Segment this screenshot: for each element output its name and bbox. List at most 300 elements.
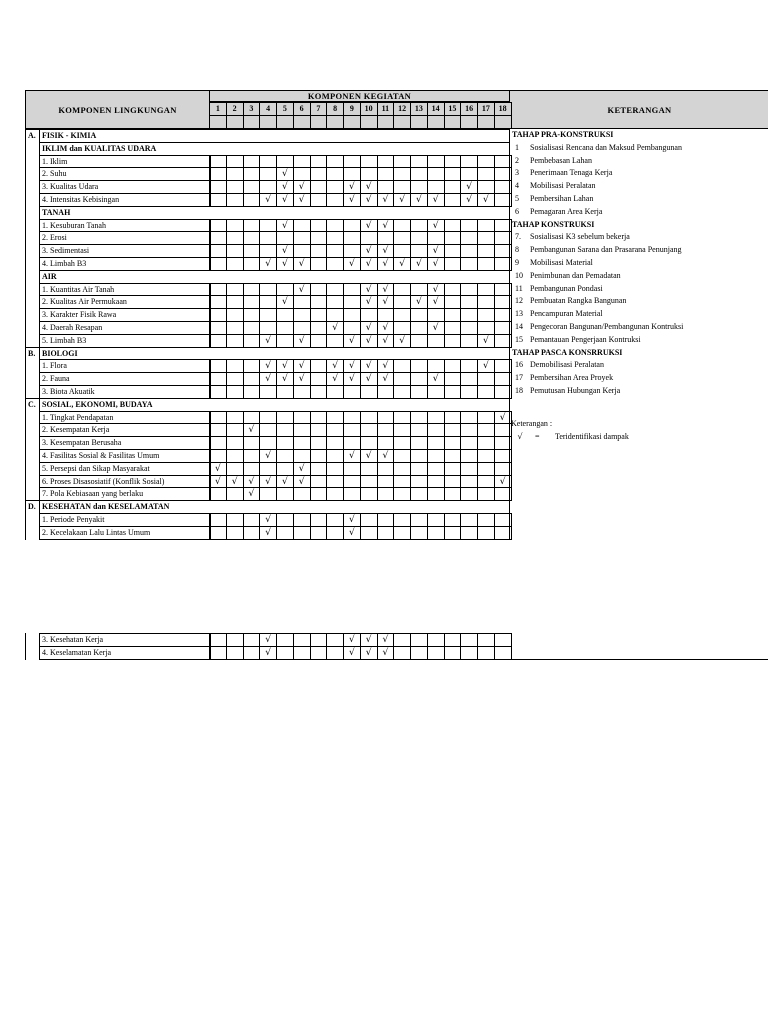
check-cell <box>460 462 478 476</box>
check-cell <box>293 219 311 233</box>
check-mark: √ <box>259 257 277 271</box>
check-cell <box>209 526 227 540</box>
activity-name: Pemantauan Pengerjaan Kontruksi <box>530 334 641 344</box>
check-cell <box>410 244 428 258</box>
row-code <box>25 321 40 335</box>
activity-number-spacer <box>410 115 428 129</box>
check-cell <box>293 167 311 181</box>
check-cell <box>444 462 462 476</box>
check-cell <box>460 359 478 373</box>
activity-number-2: 2 <box>226 102 244 116</box>
check-cell <box>209 167 227 181</box>
check-cell <box>393 462 411 476</box>
check-mark: √ <box>243 487 261 501</box>
check-cell <box>209 449 227 463</box>
check-cell <box>226 372 244 386</box>
row-label: 3. Karakter Fisik Rawa <box>39 308 211 322</box>
activity-name: Pembangunan Pondasi <box>530 283 603 293</box>
activity-number-6: 6 <box>293 102 311 116</box>
check-cell <box>427 646 445 660</box>
check-mark: √ <box>427 257 445 271</box>
check-cell <box>477 449 495 463</box>
check-mark: √ <box>360 193 378 207</box>
check-cell <box>477 487 495 501</box>
activity-number-18: 18 <box>494 102 512 116</box>
check-cell <box>377 423 395 437</box>
check-cell <box>343 295 361 309</box>
check-cell <box>427 436 445 450</box>
check-cell <box>427 385 445 399</box>
activity-name: Pembangunan Sarana dan Prasarana Penunjang <box>530 245 682 255</box>
check-cell <box>410 231 428 245</box>
check-cell <box>243 321 261 335</box>
check-cell <box>393 475 411 489</box>
table-border <box>509 659 768 660</box>
check-cell <box>393 180 411 194</box>
row-code <box>25 155 40 169</box>
check-cell <box>444 633 462 647</box>
check-cell <box>226 283 244 297</box>
check-cell <box>460 334 478 348</box>
check-cell <box>343 283 361 297</box>
check-mark: √ <box>377 193 395 207</box>
check-mark: √ <box>343 359 361 373</box>
check-cell <box>377 487 395 501</box>
check-mark: √ <box>410 193 428 207</box>
check-cell <box>243 436 261 450</box>
check-cell <box>460 308 478 322</box>
check-mark: √ <box>477 193 495 207</box>
check-cell <box>259 167 277 181</box>
check-cell <box>460 155 478 169</box>
check-cell <box>393 449 411 463</box>
check-cell <box>360 526 378 540</box>
check-cell <box>377 436 395 450</box>
check-cell <box>243 372 261 386</box>
legend-title: Keterangan : <box>511 419 553 429</box>
check-cell <box>243 257 261 271</box>
check-mark: √ <box>276 219 294 233</box>
check-mark: √ <box>209 475 227 489</box>
row-label: 2. Kualitas Air Permukaan <box>39 295 211 309</box>
check-cell <box>310 436 328 450</box>
check-cell <box>460 385 478 399</box>
check-cell <box>326 487 344 501</box>
check-cell <box>226 449 244 463</box>
check-cell <box>343 475 361 489</box>
check-cell <box>259 411 277 425</box>
check-cell <box>326 436 344 450</box>
row-code <box>25 487 40 501</box>
check-mark: √ <box>259 526 277 540</box>
header-komponen-kegiatan-label: KOMPONEN KEGIATAN <box>307 91 412 101</box>
check-cell <box>259 231 277 245</box>
check-mark: √ <box>259 193 277 207</box>
check-cell <box>326 513 344 527</box>
check-mark: √ <box>427 372 445 386</box>
check-cell <box>410 646 428 660</box>
check-cell <box>226 385 244 399</box>
check-cell <box>393 167 411 181</box>
check-cell <box>410 633 428 647</box>
row-code <box>25 193 40 207</box>
check-cell <box>209 487 227 501</box>
row-code <box>25 142 40 156</box>
check-cell <box>293 231 311 245</box>
check-mark: √ <box>360 334 378 348</box>
activity-number-spacer <box>444 115 462 129</box>
activity-number: 2 <box>515 155 519 165</box>
activity-number-9: 9 <box>343 102 361 116</box>
row-code <box>25 526 40 540</box>
check-cell <box>410 180 428 194</box>
row-label: 5. Limbah B3 <box>39 334 211 348</box>
activity-number-spacer <box>494 115 512 129</box>
check-cell <box>393 231 411 245</box>
check-cell <box>243 167 261 181</box>
check-cell <box>377 526 395 540</box>
row-code <box>25 244 40 258</box>
check-cell <box>310 257 328 271</box>
check-mark: √ <box>360 646 378 660</box>
check-cell <box>410 155 428 169</box>
check-cell <box>393 526 411 540</box>
check-cell <box>477 155 495 169</box>
check-cell <box>444 155 462 169</box>
check-mark: √ <box>360 244 378 258</box>
activity-number: 4 <box>515 181 519 191</box>
check-cell <box>360 385 378 399</box>
check-cell <box>243 155 261 169</box>
check-cell <box>410 372 428 386</box>
check-cell <box>444 423 462 437</box>
check-cell <box>444 487 462 501</box>
check-cell <box>444 385 462 399</box>
check-cell <box>293 423 311 437</box>
check-cell <box>427 167 445 181</box>
check-mark: √ <box>360 283 378 297</box>
check-cell <box>209 436 227 450</box>
activity-number: 9 <box>515 258 519 267</box>
check-cell <box>477 372 495 386</box>
check-cell <box>477 295 495 309</box>
check-cell <box>477 462 495 476</box>
activity-name: Pembuatan Rangka Bangunan <box>530 296 627 306</box>
check-cell <box>427 411 445 425</box>
check-cell <box>326 283 344 297</box>
check-mark: √ <box>494 475 512 489</box>
check-cell <box>226 193 244 207</box>
check-mark: √ <box>477 334 495 348</box>
check-cell <box>276 411 294 425</box>
check-cell <box>427 180 445 194</box>
check-cell <box>226 180 244 194</box>
check-cell <box>343 167 361 181</box>
check-cell <box>209 308 227 322</box>
activity-name: Pembebasan Lahan <box>530 155 592 165</box>
check-cell <box>477 180 495 194</box>
check-mark: √ <box>343 449 361 463</box>
check-cell <box>444 219 462 233</box>
activity-number-spacer <box>209 115 227 129</box>
check-cell <box>444 436 462 450</box>
check-cell <box>477 244 495 258</box>
check-cell <box>410 449 428 463</box>
check-cell <box>444 231 462 245</box>
check-mark: √ <box>326 372 344 386</box>
check-cell <box>293 155 311 169</box>
row-code <box>25 167 40 181</box>
row-label: 3. Kesempatan Berusaha <box>39 436 211 450</box>
check-mark: √ <box>343 513 361 527</box>
check-cell <box>276 321 294 335</box>
activity-number: 14 <box>515 322 523 331</box>
check-cell <box>293 436 311 450</box>
check-cell <box>226 257 244 271</box>
check-cell <box>293 308 311 322</box>
check-cell <box>444 526 462 540</box>
check-cell <box>460 231 478 245</box>
check-cell <box>243 219 261 233</box>
check-cell <box>444 283 462 297</box>
check-cell <box>243 449 261 463</box>
check-cell <box>460 257 478 271</box>
check-cell <box>310 475 328 489</box>
row-code <box>25 334 40 348</box>
activity-number: 11 <box>515 283 523 293</box>
activity-number: 5 <box>515 194 519 203</box>
check-cell <box>460 321 478 335</box>
check-cell <box>310 646 328 660</box>
check-cell <box>226 411 244 425</box>
check-cell <box>393 385 411 399</box>
check-cell <box>310 487 328 501</box>
check-cell <box>209 155 227 169</box>
check-mark: √ <box>377 295 395 309</box>
check-cell <box>326 231 344 245</box>
check-cell <box>259 283 277 297</box>
check-cell <box>293 295 311 309</box>
row-label: 3. Biota Akuatik <box>39 385 211 399</box>
check-cell <box>444 321 462 335</box>
check-cell <box>343 321 361 335</box>
check-cell <box>393 436 411 450</box>
check-mark: √ <box>276 180 294 194</box>
row-label: 2. Fauna <box>39 372 211 386</box>
check-mark: √ <box>360 257 378 271</box>
check-cell <box>360 231 378 245</box>
check-cell <box>360 411 378 425</box>
check-cell <box>410 475 428 489</box>
check-cell <box>276 633 294 647</box>
check-mark: √ <box>427 193 445 207</box>
check-cell <box>226 231 244 245</box>
activity-name: Mobilisasi Material <box>530 258 593 267</box>
check-mark: √ <box>360 372 378 386</box>
activity-number-spacer <box>343 115 361 129</box>
check-cell <box>326 385 344 399</box>
check-cell <box>460 526 478 540</box>
check-mark: √ <box>410 295 428 309</box>
row-label: AIR <box>39 270 510 284</box>
check-cell <box>226 436 244 450</box>
check-cell <box>427 513 445 527</box>
check-cell <box>243 334 261 348</box>
activity-name: Sosialisasi K3 sebelum bekerja <box>530 232 630 242</box>
check-cell <box>343 411 361 425</box>
check-cell <box>226 155 244 169</box>
check-cell <box>310 167 328 181</box>
check-mark: √ <box>259 359 277 373</box>
check-mark: √ <box>243 423 261 437</box>
table-border <box>509 129 510 540</box>
row-label: 1. Flora <box>39 359 211 373</box>
check-cell <box>460 449 478 463</box>
check-cell <box>276 646 294 660</box>
check-cell <box>477 167 495 181</box>
activity-name: Pemutusan Hubungan Kerja <box>530 386 621 395</box>
activity-number-8: 8 <box>326 102 344 116</box>
check-cell <box>243 244 261 258</box>
check-cell <box>226 244 244 258</box>
check-cell <box>410 334 428 348</box>
activity-name: Pengecoran Bangunan/Pembangunan Kontruksi <box>530 322 684 331</box>
row-code <box>25 219 40 233</box>
check-cell <box>477 513 495 527</box>
check-cell <box>243 526 261 540</box>
row-label: 5. Persepsi dan Sikap Masyarakat <box>39 462 211 476</box>
check-cell <box>477 633 495 647</box>
row-label: 1. Tingkat Pendapatan <box>39 411 211 425</box>
check-cell <box>293 449 311 463</box>
check-cell <box>293 385 311 399</box>
check-cell <box>310 180 328 194</box>
row-code <box>25 270 40 284</box>
check-mark: √ <box>377 244 395 258</box>
check-cell <box>477 257 495 271</box>
activity-name: Mobilisasi Peralatan <box>530 181 596 191</box>
activity-number: 16 <box>515 360 523 370</box>
check-mark: √ <box>427 244 445 258</box>
check-cell <box>343 155 361 169</box>
activity-number: 13 <box>515 309 523 319</box>
row-code <box>25 295 40 309</box>
check-cell <box>444 359 462 373</box>
activity-number-16: 16 <box>460 102 478 116</box>
check-cell <box>276 385 294 399</box>
check-cell <box>326 411 344 425</box>
check-cell <box>293 513 311 527</box>
check-cell <box>427 334 445 348</box>
activity-number-spacer <box>326 115 344 129</box>
check-cell <box>209 180 227 194</box>
check-cell <box>209 423 227 437</box>
row-code <box>25 283 40 297</box>
check-cell <box>226 308 244 322</box>
check-cell <box>326 646 344 660</box>
check-cell <box>326 244 344 258</box>
check-cell <box>444 334 462 348</box>
check-cell <box>310 231 328 245</box>
check-mark: √ <box>360 180 378 194</box>
activity-number-17: 17 <box>477 102 495 116</box>
row-code <box>25 513 40 527</box>
check-mark: √ <box>360 321 378 335</box>
check-cell <box>343 436 361 450</box>
check-cell <box>377 462 395 476</box>
check-cell <box>377 180 395 194</box>
check-mark: √ <box>343 257 361 271</box>
row-label: IKLIM dan KUALITAS UDARA <box>39 142 510 156</box>
check-cell <box>226 487 244 501</box>
check-cell <box>360 423 378 437</box>
check-cell <box>310 321 328 335</box>
row-label: 4. Keselamatan Kerja <box>39 646 211 660</box>
row-label: 2. Kecelakaan Lalu Lintas Umum <box>39 526 211 540</box>
check-cell <box>460 487 478 501</box>
check-cell <box>410 526 428 540</box>
check-cell <box>360 155 378 169</box>
check-cell <box>393 513 411 527</box>
check-cell <box>410 283 428 297</box>
check-cell <box>209 257 227 271</box>
phase-heading: TAHAP PRA-KONSTRUKSI <box>512 130 614 139</box>
check-mark: √ <box>377 359 395 373</box>
check-cell <box>477 219 495 233</box>
check-cell <box>326 462 344 476</box>
check-cell <box>460 244 478 258</box>
check-mark: √ <box>343 646 361 660</box>
activity-number-11: 11 <box>377 102 395 116</box>
check-cell <box>209 193 227 207</box>
check-mark: √ <box>377 449 395 463</box>
check-mark: √ <box>293 257 311 271</box>
check-mark: √ <box>276 359 294 373</box>
check-cell <box>310 244 328 258</box>
row-label: 4. Intensitas Kebisingan <box>39 193 211 207</box>
check-cell <box>259 308 277 322</box>
header-komponen-kegiatan <box>209 90 510 102</box>
check-mark: √ <box>293 180 311 194</box>
check-cell <box>410 487 428 501</box>
check-cell <box>259 487 277 501</box>
row-code <box>25 423 40 437</box>
row-code <box>25 436 40 450</box>
check-cell <box>460 423 478 437</box>
check-cell <box>276 462 294 476</box>
check-cell <box>444 257 462 271</box>
check-cell <box>276 231 294 245</box>
check-cell <box>427 487 445 501</box>
check-cell <box>393 155 411 169</box>
check-cell <box>377 513 395 527</box>
check-cell <box>393 372 411 386</box>
check-cell <box>360 462 378 476</box>
check-cell <box>276 526 294 540</box>
check-cell <box>393 244 411 258</box>
check-mark: √ <box>259 633 277 647</box>
check-cell <box>377 385 395 399</box>
check-mark: √ <box>343 180 361 194</box>
check-cell <box>226 167 244 181</box>
check-cell <box>310 359 328 373</box>
row-code <box>25 475 40 489</box>
row-label: 2. Suhu <box>39 167 211 181</box>
check-cell <box>444 180 462 194</box>
check-cell <box>444 449 462 463</box>
check-cell <box>310 193 328 207</box>
check-cell <box>293 633 311 647</box>
